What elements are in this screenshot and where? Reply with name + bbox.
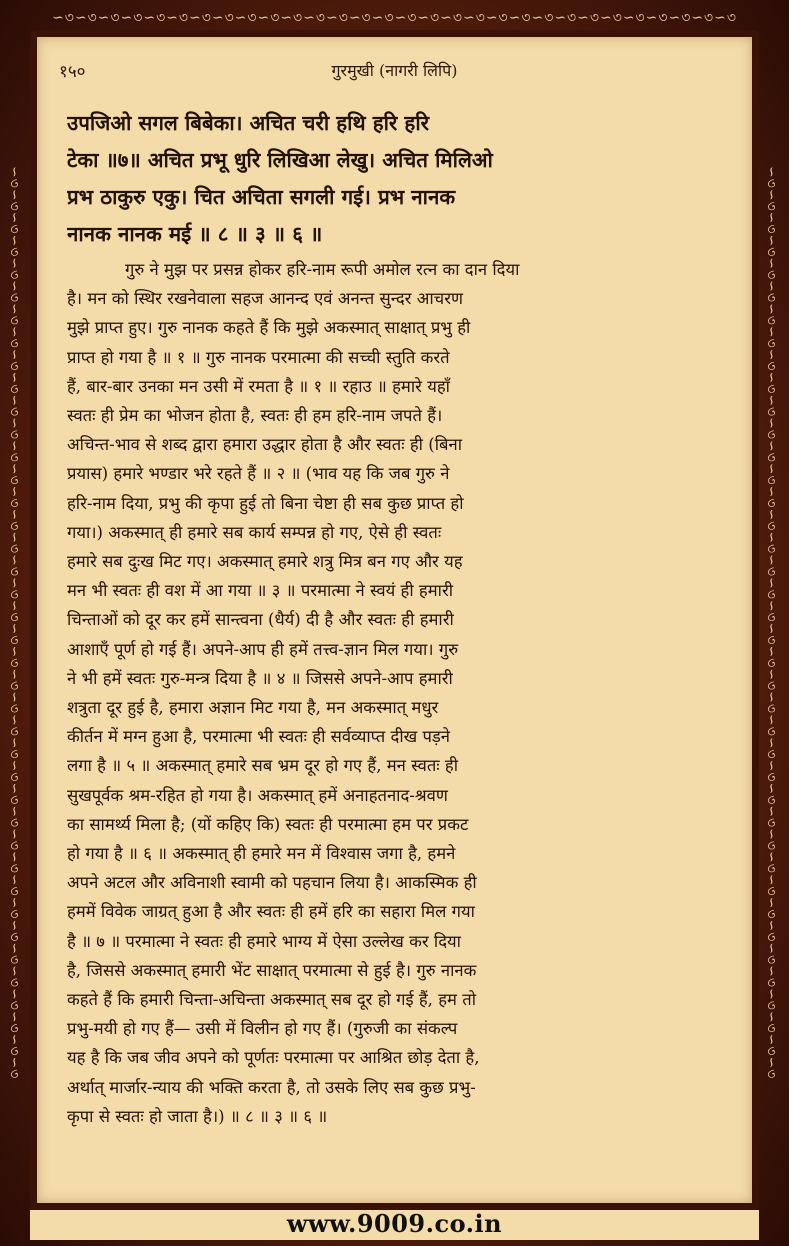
page-number: १५०: [59, 62, 86, 82]
commentary-line: स्वतः ही प्रेम का भोजन होता है, स्वतः ही हम हरि-नाम जपते हैं।: [67, 406, 443, 426]
commentary-line: प्राप्त हो गया है ॥ १ ॥ गुरु नानक परमात्मा की सच्ची स्तुति करते: [67, 347, 450, 367]
commentary-line: लगा है ॥ ५ ॥ अकस्मात् हमारे सब भ्रम दूर हो गए हैं, मन स्वतः ही: [67, 756, 459, 776]
commentary-line: का सामर्थ्य मिला है; (यों कहिए कि) स्वतः ही परमात्मा हम पर प्रकट: [67, 814, 469, 834]
page-header: [59, 59, 730, 85]
commentary-line: अर्थात् मार्जार-न्याय की भक्ति करता है, तो उसके लिए सब कुछ प्रभु-: [67, 1077, 476, 1097]
border-ornament-left: ∽৩∽৩∽৩∽৩∽৩∽৩∽৩∽৩∽৩∽৩∽৩∽৩∽৩∽৩∽৩∽৩∽৩∽৩∽৩∽৩∽৩∽৩∽৩∽৩∽৩∽৩∽৩∽৩∽৩∽৩∽৩∽৩∽৩∽৩∽৩∽৩∽৩∽৩∽৩∽৩: [6, 166, 22, 1080]
commentary-line: ने भी हमें स्वतः गुरु-मन्त्र दिया है ॥ ४ ॥ जिससे अपने-आप हमारी: [67, 668, 453, 688]
website-url[interactable]: www.9009.co.in: [286, 1209, 503, 1238]
commentary-line: यह है कि जब जीव अपने को पूर्णतः परमात्मा पर आश्रित छोड़ देता है,: [67, 1048, 480, 1068]
commentary-line: है ॥ ७ ॥ परमात्मा ने स्वतः ही हमारे भाग्य में ऐसा उल्लेख कर दिया: [67, 931, 461, 951]
commentary-line: कीर्तन में मग्न हुआ है, परमात्मा भी स्वतः ही सर्वव्याप्त दीख पड़ने: [67, 727, 450, 747]
commentary-line: कृपा से स्वतः हो जाता है।) ॥ ८ ॥ ३ ॥ ६ ॥: [67, 1106, 328, 1126]
commentary-line: हो गया है ॥ ६ ॥ अकस्मात् ही हमारे मन में विश्वास जगा है, हमने: [67, 844, 456, 864]
verse-line: टेका ॥७॥ अचित प्रभू धुरि लिखिआ लेखु। अचित मिलिओ: [67, 148, 493, 172]
commentary-line: मन भी स्वतः ही वश में आ गया ॥ ३ ॥ परमात्मा ने स्वयं ही हमारी: [67, 581, 454, 601]
running-title: गुरमुखी (नागरी लिपि): [331, 61, 458, 80]
book-page: [37, 37, 752, 1203]
border-ornament-right: ∽৩∽৩∽৩∽৩∽৩∽৩∽৩∽৩∽৩∽৩∽৩∽৩∽৩∽৩∽৩∽৩∽৩∽৩∽৩∽৩∽৩∽৩∽৩∽৩∽৩∽৩∽৩∽৩∽৩∽৩∽৩∽৩∽৩∽৩∽৩∽৩∽৩∽৩∽৩∽৩: [763, 166, 779, 1080]
commentary-line: हरि-नाम दिया, प्रभु की कृपा हुई तो बिना चेष्टा ही सब कुछ प्राप्त हो: [67, 493, 464, 513]
commentary-line: शत्रुता दूर हुई है, हमारा अज्ञान मिट गया है, मन अकस्मात् मधुर: [67, 698, 439, 718]
commentary-line: है। मन को स्थिर रखनेवाला सहज आनन्द एवं अनन्त सुन्दर आचरण: [67, 289, 464, 309]
commentary-line: हमारे सब दुःख मिट गए। अकस्मात् हमारे शत्रु मित्र बन गए और यह: [67, 552, 463, 572]
commentary-line: मुझे प्राप्त हुए। गुरु नानक कहते हैं कि मुझे अकस्मात् साक्षात् प्रभु ही: [67, 318, 471, 338]
verse-line: नानक नानक मई ॥ ८ ॥ ३ ॥ ६ ॥: [67, 222, 323, 246]
verse-line: प्रभ ठाकुरु एकु। चित अचिता सगली गई। प्रभ नानक: [67, 185, 456, 209]
commentary-line: गुरु ने मुझ पर प्रसन्न होकर हरि-नाम रूपी अमोल रत्न का दान दिया: [125, 260, 520, 279]
commentary-line: कहते हैं कि हमारी चिन्ता-अचिन्ता अकस्मात् सब दूर हो गई हैं, हम तो: [67, 990, 476, 1010]
commentary-line: हैं, बार-बार उनका मन उसी में रमता है ॥ १ ॥ रहाउ ॥ हमारे यहाँ: [67, 376, 450, 396]
commentary-line: गया।) अकस्मात् ही हमारे सब कार्य सम्पन्न हो गए, ऐसे ही स्वतः: [67, 522, 442, 542]
commentary-line: चिन्ताओं को दूर कर हमें सान्त्वना (धैर्य) दी है और स्वतः ही हमारी: [67, 610, 454, 630]
commentary-line: हममें विवेक जाग्रत् हुआ है और स्वतः ही हमें हरि का सहारा मिल गया: [67, 902, 475, 922]
verse-block: [67, 105, 718, 253]
commentary-line: अपने अटल और अविनाशी स्वामी को पहचान लिया है। आकस्मिक ही: [67, 873, 477, 893]
commentary-line: सुखपूर्वक श्रम-रहित हो गया है। अकस्मात् हमें अनाहतनाद-श्रवण: [67, 785, 448, 805]
commentary-line: अचिन्त-भाव से शब्द द्वारा हमारा उद्धार होता है और स्वतः ही (बिना: [67, 435, 463, 455]
commentary-line: प्रयास) हमारे भण्डार भरे रहते हैं ॥ २ ॥ (भाव यह कि जब गुरु ने: [67, 464, 450, 484]
commentary-line: प्रभु-मयी हो गए हैं— उसी में विलीन हो गए हैं। (गुरुजी का संकल्प: [67, 1019, 458, 1039]
border-ornament-top: ∽৩∽৩∽৩∽৩∽৩∽৩∽৩∽৩∽৩∽৩∽৩∽৩∽৩∽৩∽৩∽৩∽৩∽৩∽৩∽৩∽৩∽৩∽৩∽৩∽৩∽৩∽৩∽৩∽৩∽৩: [52, 10, 737, 24]
verse-line: उपजिओ सगल बिबेका। अचित चरी हथि हरि हरि: [67, 111, 430, 135]
commentary-line: है, जिससे अकस्मात् हमारी भेंट साक्षात् परमात्मा से हुई है। गुरु नानक: [67, 960, 477, 980]
commentary-block: [67, 255, 722, 1131]
commentary-line: आशाएँ पूर्ण हो गई हैं। अपने-आप ही हमें तत्त्व-ज्ञान मिल गया। गुरु: [67, 639, 459, 659]
